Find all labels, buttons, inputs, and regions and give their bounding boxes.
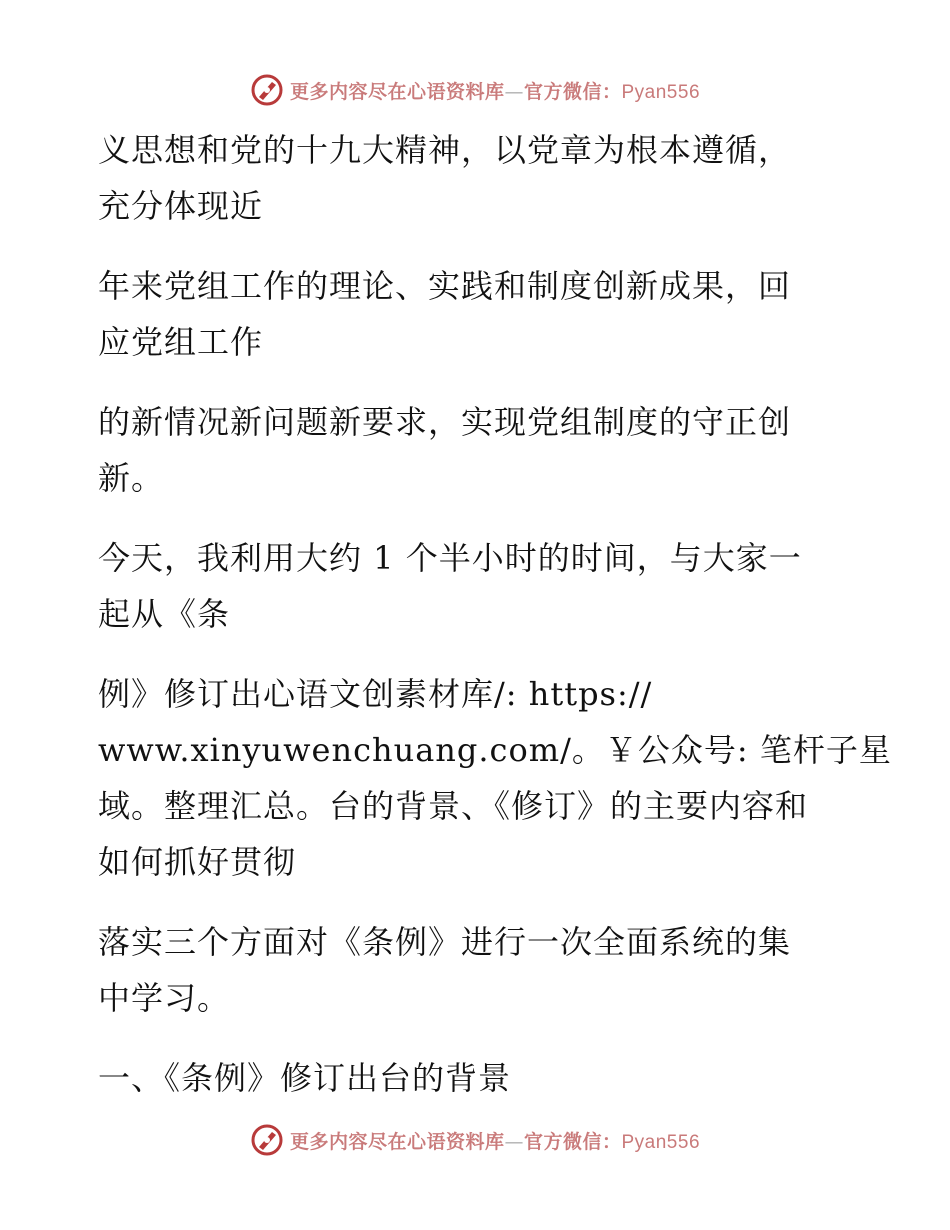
banner-site-text: 更多内容尽在心语资料库 xyxy=(289,1130,505,1153)
footer-watermark-banner xyxy=(0,1120,950,1160)
text-line: 一、《条例》修订出台的背景 xyxy=(98,1059,512,1097)
paragraph xyxy=(98,914,888,1026)
text-line: 新。 xyxy=(98,459,165,497)
text-line: 的新情况新问题新要求，实现党组制度的守正创 xyxy=(98,403,792,441)
banner-dash: — xyxy=(504,1130,524,1153)
paragraph xyxy=(98,394,888,506)
banner-wechat-handle: Pyan556 xyxy=(621,81,701,103)
text-line: 年来党组工作的理论、实践和制度创新成果，回 xyxy=(98,267,792,305)
banner-wechat-label: 官方微信： xyxy=(523,80,622,103)
paragraph xyxy=(98,122,888,234)
paragraph xyxy=(98,530,888,642)
paragraph xyxy=(98,258,888,370)
text-line: 例》修订出心语文创素材库/: https:// xyxy=(98,675,653,713)
text-line: 义思想和党的十九大精神，以党章为根本遵循， xyxy=(98,131,792,169)
text-line: 域。整理汇总。台的背景、《修订》的主要内容和 xyxy=(98,787,809,825)
banner-wechat-label: 官方微信： xyxy=(523,1130,622,1153)
banner-dash: — xyxy=(504,80,524,103)
header-watermark-banner xyxy=(0,70,950,110)
text-line: 充分体现近 xyxy=(98,187,264,225)
text-line: 落实三个方面对《条例》进行一次全面系统的集 xyxy=(98,923,792,961)
text-line: 中学习。 xyxy=(98,979,231,1017)
text-line: 起从《条 xyxy=(98,595,231,633)
banner-text xyxy=(290,1127,700,1154)
pen-logo-icon xyxy=(250,73,284,107)
text-line: 应党组工作 xyxy=(98,323,264,361)
section-heading xyxy=(98,1050,888,1106)
banner-site-text: 更多内容尽在心语资料库 xyxy=(289,80,505,103)
text-line: 如何抓好贯彻 xyxy=(98,843,297,881)
banner-text xyxy=(290,77,700,104)
pen-logo-icon xyxy=(250,1123,284,1157)
document-body xyxy=(98,122,892,1106)
text-line: 今天，我利用大约 1 个半小时的时间，与大家一 xyxy=(98,539,802,577)
text-line: www.xinyuwenchuang.com/。￥公众号: 笔杆子星 xyxy=(98,731,892,769)
banner-wechat-handle: Pyan556 xyxy=(621,1131,701,1153)
paragraph xyxy=(98,666,892,890)
